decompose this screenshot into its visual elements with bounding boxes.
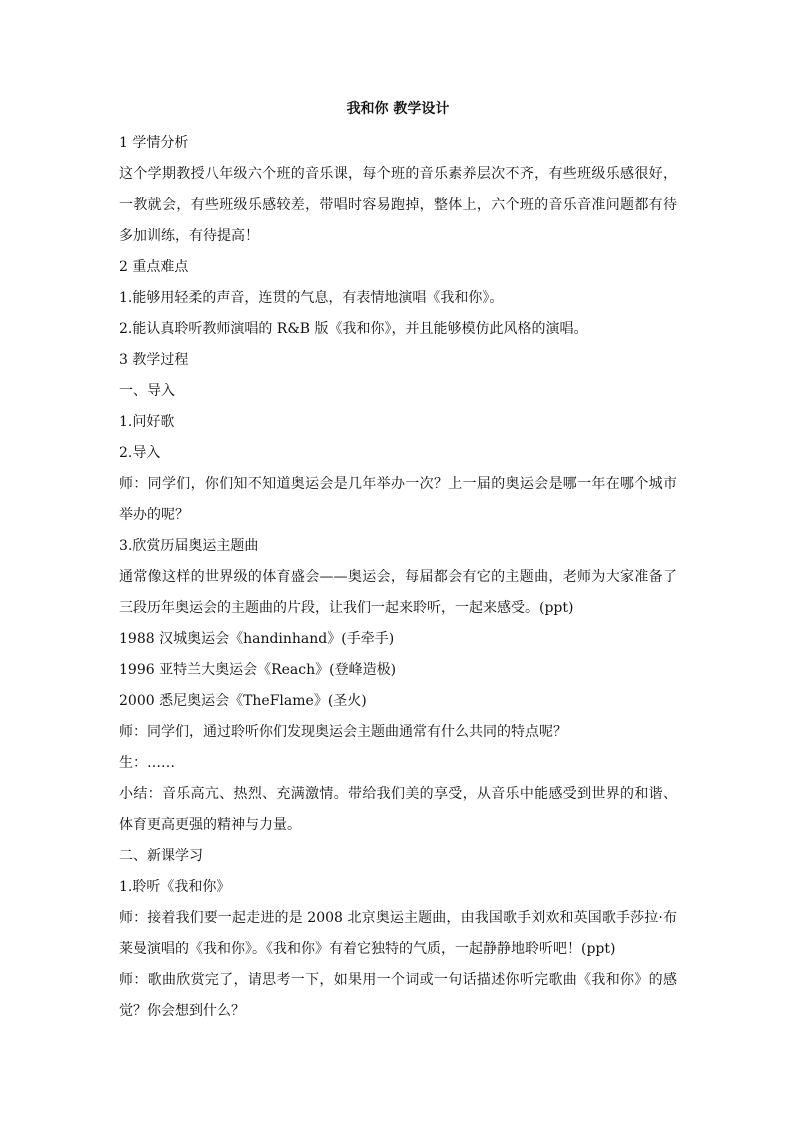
text-line: 2.导入 bbox=[119, 445, 161, 461]
paragraph: 通常像这样的世界级的体育盛会——奥运会，每届都会有它的主题曲，老师为大家准备了三段历年奥运会的主题曲的片段，让我们一起来聆听，一起来感受。(ppt) bbox=[119, 569, 677, 616]
paragraph: 师：接着我们要一起走进的是 2008 北京奥运主题曲，由我国歌手刘欢和英国歌手莎拉·布莱曼演唱的《我和你》。《我和你》有着它独特的气质，一起静静地聆听吧！(ppt) bbox=[119, 910, 677, 957]
text-line: 1988 汉城奥运会《handinhand》(手牵手) bbox=[119, 631, 395, 647]
text-line: 1 学情分析 bbox=[119, 135, 189, 151]
paragraph: 师：同学们，你们知不知道奥运会是几年举办一次？上一届的奥运会是哪一年在哪个城市举办的呢？ bbox=[119, 476, 677, 523]
text-line: 生：…… bbox=[119, 755, 175, 771]
text-line: 一、导入 bbox=[119, 383, 175, 399]
paragraph: 这个学期教授八年级六个班的音乐课，每个班的音乐素养层次不齐，有些班级乐感很好，一教就会，有些班级乐感较差，带唱时容易跑掉，整体上，六个班的音乐音准问题都有待多加训练，有待提高！ bbox=[119, 166, 677, 244]
text-line: 师：同学们，通过聆听你们发现奥运会主题曲通常有什么共同的特点呢？ bbox=[119, 724, 567, 740]
text-line: 1.能够用轻柔的声音，连贯的气息，有表情地演唱《我和你》。 bbox=[119, 290, 504, 306]
document-page bbox=[119, 100, 677, 1027]
text-line: 2 重点难点 bbox=[119, 259, 189, 275]
text-line: 1.问好歌 bbox=[119, 414, 175, 430]
text-line: 2000 悉尼奥运会《TheFlame》(圣火) bbox=[119, 693, 367, 709]
text-line: 3.欣赏历届奥运主题曲 bbox=[119, 538, 259, 554]
text-line: 3 教学过程 bbox=[119, 352, 189, 368]
document-body bbox=[119, 128, 677, 1027]
paragraph: 师：歌曲欣赏完了，请思考一下，如果用一个词或一句话描述你听完歌曲《我和你》的感觉？你会想到什么？ bbox=[119, 972, 677, 1019]
document-title: 我和你 教学设计 bbox=[346, 101, 450, 117]
text-line: 1.聆听《我和你》 bbox=[119, 879, 231, 895]
text-line: 1996 亚特兰大奥运会《Reach》(登峰造极) bbox=[119, 662, 397, 678]
text-line: 2.能认真聆听教师演唱的 R&B 版《我和你》，并且能够模仿此风格的演唱。 bbox=[119, 321, 588, 337]
paragraph: 小结：音乐高亢、热烈、充满激情。带给我们美的享受，从音乐中能感受到世界的和谐、体育更高更强的精神与力量。 bbox=[119, 786, 677, 833]
text-line: 二、新课学习 bbox=[119, 848, 203, 864]
